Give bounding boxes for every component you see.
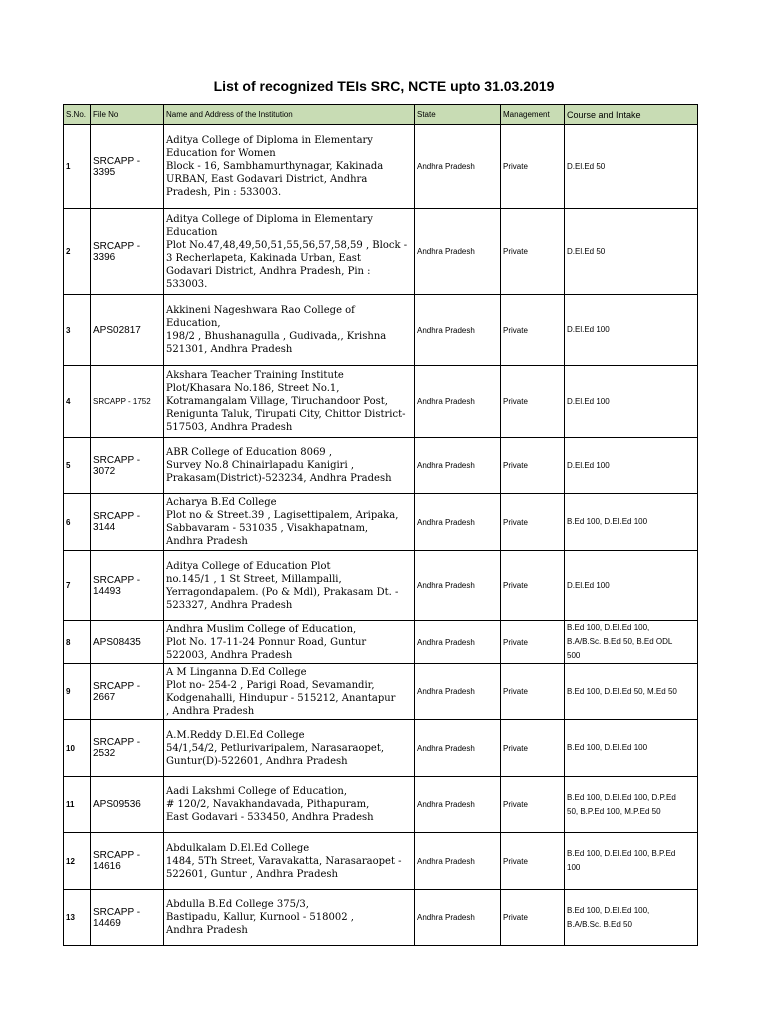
course-line: 100: [567, 863, 581, 872]
row-course: [565, 720, 698, 777]
institution-line: Akkineni Nageshwara Rao College of: [166, 305, 355, 316]
course-line: 50, B.P.Ed 100, M.P.Ed 50: [567, 806, 661, 816]
institution-line: Education,: [166, 318, 221, 329]
header-state: State: [415, 105, 501, 125]
row-state: Andhra Pradesh: [415, 209, 501, 295]
row-state: Andhra Pradesh: [415, 664, 501, 720]
course-line: D.El.Ed 100: [567, 580, 610, 590]
row-institution: [164, 621, 415, 664]
row-course: [565, 125, 698, 209]
row-state: Andhra Pradesh: [415, 720, 501, 777]
institution-line: 517503, Andhra Pradesh: [166, 422, 293, 433]
institution-line: Kodgenahalli, Hindupur - 515212, Anantapur: [166, 692, 396, 704]
institution-line: no.145/1 , 1 St Street, Millampalli,: [166, 573, 342, 585]
institution-line: Yerragondapalem. (Po & Mdl), Prakasam Dt. -: [166, 586, 399, 598]
row-management: Private: [501, 890, 565, 946]
row-institution: [164, 438, 415, 494]
course-line: B.Ed 100, D.El.Ed 100: [567, 517, 648, 526]
institution-line: Plot No. 17-11-24 Ponnur Road, Guntur: [166, 636, 367, 648]
row-state: Andhra Pradesh: [415, 494, 501, 551]
row-sno: 7: [64, 551, 91, 621]
institution-line: Guntur(D)-522601, Andhra Pradesh: [166, 755, 348, 767]
row-management: Private: [501, 720, 565, 777]
institution-line: A M Linganna D.Ed College: [166, 666, 307, 678]
institution-line: Survey No.8 Chinairlapadu Kanigiri ,: [166, 460, 355, 471]
institution-line: Andhra Muslim College of Education,: [166, 623, 357, 635]
row-management: Private: [501, 125, 565, 209]
row-sno: 1: [64, 125, 91, 209]
institution-line: East Godavari - 533450, Andhra Pradesh: [166, 812, 374, 823]
course-line: D.El.Ed 50: [567, 246, 606, 256]
row-institution: [164, 833, 415, 890]
institution-line: 54/1,54/2, Petlurivaripalem, Narasaraopet,: [166, 742, 385, 754]
row-course: [565, 209, 698, 295]
row-management: Private: [501, 777, 565, 833]
table-row: [64, 777, 698, 833]
row-file-no: SRCAPP - 14493: [91, 551, 164, 621]
institution-line: Aditya College of Education Plot: [166, 560, 331, 572]
table-row: [64, 890, 698, 946]
course-line: B.Ed 100, D.El.Ed 50, M.Ed 50: [567, 686, 677, 696]
row-sno: 2: [64, 209, 91, 295]
row-sno: 9: [64, 664, 91, 720]
course-line: B.Ed 100, D.El.Ed 100: [567, 743, 648, 752]
row-state: Andhra Pradesh: [415, 295, 501, 366]
row-state: Andhra Pradesh: [415, 366, 501, 438]
header-course: Course and Intake: [565, 105, 698, 125]
row-file-no: SRCAPP - 2667: [91, 664, 164, 720]
row-management: Private: [501, 621, 565, 664]
row-management: Private: [501, 438, 565, 494]
row-institution: [164, 494, 415, 551]
row-file-no: APS09536: [91, 777, 164, 833]
institution-line: , Andhra Pradesh: [166, 705, 255, 717]
header-sno: S.No.: [64, 105, 91, 125]
institution-line: Block - 16, Sambhamurthynagar, Kakinada: [166, 161, 384, 172]
institution-line: 522601, Guntur , Andhra Pradesh: [166, 868, 338, 880]
row-state: Andhra Pradesh: [415, 551, 501, 621]
institution-line: Plot/Khasara No.186, Street No.1,: [166, 383, 340, 394]
institution-line: Abdulkalam D.El.Ed College: [166, 842, 310, 854]
row-sno: 4: [64, 366, 91, 438]
row-institution: [164, 295, 415, 366]
row-file-no: SRCAPP - 2532: [91, 720, 164, 777]
row-management: Private: [501, 494, 565, 551]
header-file-no: File No: [91, 105, 164, 125]
institution-line: Plot no & Street.39 , Lagisettipalem, Aripaka,: [166, 510, 399, 521]
institution-line: Bastipadu, Kallur, Kurnool - 518002 ,: [166, 912, 354, 923]
table-row: [64, 551, 698, 621]
row-management: Private: [501, 295, 565, 366]
header-row: [64, 105, 698, 125]
table-row: [64, 664, 698, 720]
table-row: [64, 366, 698, 438]
institution-line: 522003, Andhra Pradesh: [166, 649, 293, 661]
institution-line: Abdulla B.Ed College 375/3,: [166, 899, 309, 910]
institution-line: 198/2 , Bhushanagulla , Gudivada,, Krishna: [166, 331, 387, 342]
row-file-no: SRCAPP - 14616: [91, 833, 164, 890]
course-line: D.El.Ed 100: [567, 460, 610, 470]
row-course: [565, 366, 698, 438]
row-institution: [164, 890, 415, 946]
row-course: [565, 438, 698, 494]
institution-line: 1484, 5Th Street, Varavakatta, Narasaraopet -: [166, 855, 402, 867]
row-sno: 13: [64, 890, 91, 946]
row-institution: [164, 664, 415, 720]
row-sno: 12: [64, 833, 91, 890]
institution-line: Renigunta Taluk, Tirupati City, Chittor District-: [166, 409, 406, 420]
teis-table: [63, 104, 698, 946]
row-file-no: APS08435: [91, 621, 164, 664]
institution-line: URBAN, East Godavari District, Andhra: [166, 174, 368, 185]
table-row: [64, 295, 698, 366]
institution-line: Pradesh, Pin : 533003.: [166, 187, 282, 198]
institution-line: Plot no- 254-2 , Parigi Road, Sevamandir,: [166, 679, 375, 691]
institution-line: 533003.: [166, 278, 208, 290]
table-row: [64, 833, 698, 890]
institution-line: Education: [166, 226, 218, 238]
institution-line: Aditya College of Diploma in Elementary: [166, 135, 373, 146]
row-sno: 3: [64, 295, 91, 366]
row-file-no: SRCAPP - 14469: [91, 890, 164, 946]
institution-line: Prakasam(District)-523234, Andhra Pradesh: [166, 473, 392, 484]
institution-line: Andhra Pradesh: [166, 536, 248, 547]
course-line: B.Ed 100, D.El.Ed 100, D.P.Ed: [567, 792, 676, 802]
course-line: B.Ed 100, D.El.Ed 100,: [567, 623, 650, 632]
row-course: [565, 494, 698, 551]
header-management: Management: [501, 105, 565, 125]
institution-line: Kotramangalam Village, Tiruchandoor Post,: [166, 396, 388, 407]
row-course: [565, 890, 698, 946]
row-course: [565, 777, 698, 833]
row-management: Private: [501, 209, 565, 295]
row-state: Andhra Pradesh: [415, 125, 501, 209]
course-line: D.El.Ed 50: [567, 161, 606, 171]
institution-line: Acharya B.Ed College: [166, 497, 277, 508]
row-institution: [164, 209, 415, 295]
row-course: [565, 664, 698, 720]
institution-line: 523327, Andhra Pradesh: [166, 599, 293, 611]
row-course: [565, 621, 698, 664]
row-file-no: APS02817: [91, 295, 164, 366]
institution-line: 521301, Andhra Pradesh: [166, 344, 293, 355]
course-line: B.Ed 100, D.El.Ed 100, B.P.Ed: [567, 849, 676, 858]
table-row: [64, 494, 698, 551]
row-institution: [164, 125, 415, 209]
row-file-no: SRCAPP - 3396: [91, 209, 164, 295]
institution-line: Godavari District, Andhra Pradesh, Pin :: [166, 265, 371, 277]
row-institution: [164, 551, 415, 621]
course-line: D.El.Ed 100: [567, 325, 610, 334]
row-file-no: SRCAPP - 3144: [91, 494, 164, 551]
row-management: Private: [501, 551, 565, 621]
row-state: Andhra Pradesh: [415, 833, 501, 890]
table-row: [64, 621, 698, 664]
institution-line: # 120/2, Navakhandavada, Pithapuram,: [166, 799, 370, 810]
row-course: [565, 551, 698, 621]
institution-line: Akshara Teacher Training Institute: [166, 370, 344, 381]
row-file-no: SRCAPP - 1752: [91, 366, 164, 438]
page-title: List of recognized TEIs SRC, NCTE upto 31.03.2019: [213, 78, 555, 94]
course-line: B.Ed 100, D.El.Ed 100,: [567, 905, 650, 915]
row-institution: [164, 777, 415, 833]
course-line: B.A/B.Sc. B.Ed 50: [567, 919, 632, 929]
row-file-no: SRCAPP - 3395: [91, 125, 164, 209]
row-course: [565, 295, 698, 366]
row-state: Andhra Pradesh: [415, 890, 501, 946]
row-sno: 8: [64, 621, 91, 664]
row-institution: [164, 720, 415, 777]
institution-line: Aditya College of Diploma in Elementary: [166, 213, 373, 225]
institution-line: Aadi Lakshmi College of Education,: [166, 786, 348, 797]
row-sno: 11: [64, 777, 91, 833]
course-line: 500: [567, 651, 581, 660]
row-sno: 6: [64, 494, 91, 551]
row-state: Andhra Pradesh: [415, 438, 501, 494]
row-management: Private: [501, 664, 565, 720]
row-course: [565, 833, 698, 890]
row-institution: [164, 366, 415, 438]
table-row: [64, 209, 698, 295]
table-row: [64, 125, 698, 209]
table-row: [64, 720, 698, 777]
row-sno: 10: [64, 720, 91, 777]
row-management: Private: [501, 833, 565, 890]
institution-line: A.M.Reddy D.El.Ed College: [166, 729, 305, 741]
row-state: Andhra Pradesh: [415, 777, 501, 833]
institution-line: Sabbavaram - 531035 , Visakhapatnam,: [166, 523, 369, 534]
course-line: D.El.Ed 100: [567, 396, 610, 406]
institution-line: 3 Recherlapeta, Kakinada Urban, East: [166, 252, 361, 264]
row-management: Private: [501, 366, 565, 438]
header-institution: Name and Address of the Institution: [164, 105, 415, 125]
course-line: B.A/B.Sc. B.Ed 50, B.Ed ODL: [567, 637, 673, 646]
institution-line: Andhra Pradesh: [166, 925, 248, 936]
row-sno: 5: [64, 438, 91, 494]
institution-line: Education for Women: [166, 148, 276, 159]
institution-line: ABR College of Education 8069 ,: [166, 447, 333, 458]
institution-line: Plot No.47,48,49,50,51,55,56,57,58,59 , Block -: [166, 239, 408, 251]
row-state: Andhra Pradesh: [415, 621, 501, 664]
table-row: [64, 438, 698, 494]
row-file-no: SRCAPP - 3072: [91, 438, 164, 494]
